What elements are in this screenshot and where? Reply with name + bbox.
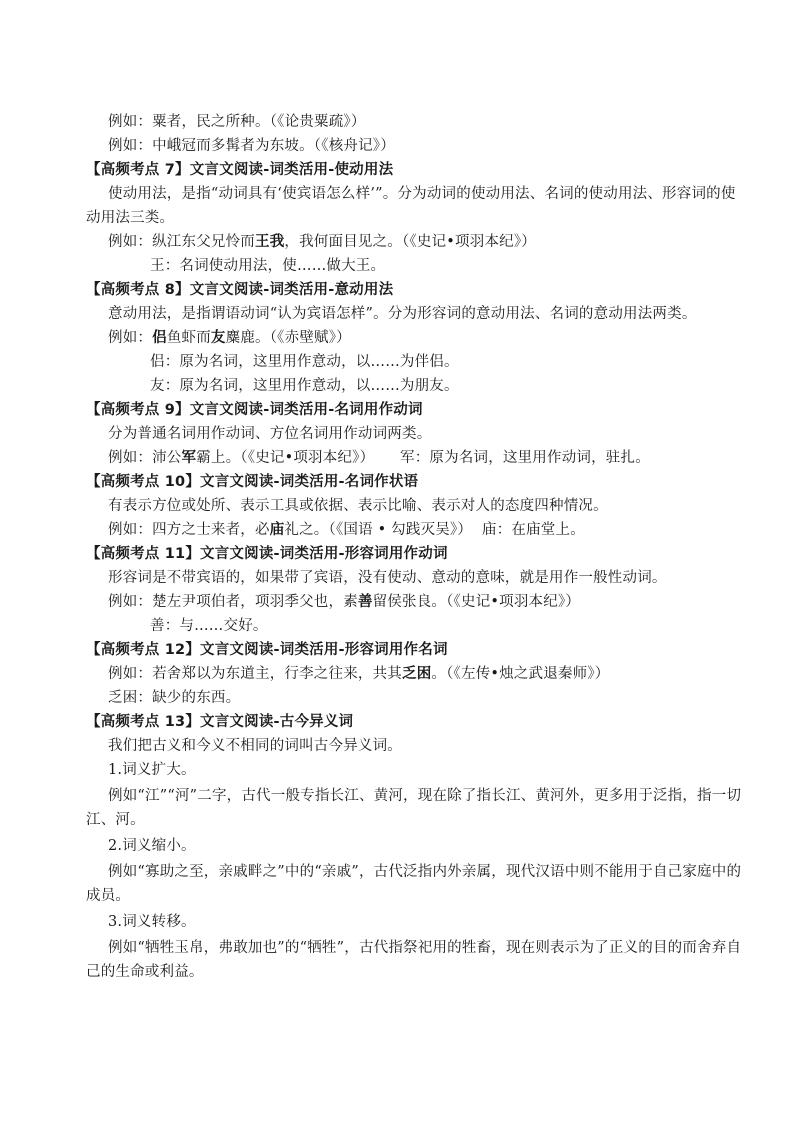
definition-text: 分为普通名词用作动词、方位名词用作动词两类。 bbox=[108, 426, 432, 442]
example-text-post: ，我何面目见之。（《史记•项羽本纪》） bbox=[284, 234, 537, 250]
example-text bbox=[108, 232, 536, 252]
highlighted-word: 友 bbox=[210, 330, 226, 346]
subheading-text: 3.词义转移。 bbox=[108, 914, 196, 930]
example-text-post: 。（《左传•烛之武退秦师》） bbox=[431, 666, 610, 682]
definition-text: 形容词是不带宾语的，如果带了宾语，没有使动、意动的意味，就是用作一般性动词。 bbox=[108, 570, 667, 586]
example-text-mid: 鱼虾而 bbox=[166, 330, 211, 346]
explanation-text: 友：原为名词，这里用作意动，以……为朋友。 bbox=[150, 378, 459, 394]
definition-text: 意动用法，是指谓语动词“认为宾语怎样”。分为形容词的意动用法、名词的意动用法两类。 bbox=[108, 306, 697, 322]
paragraph-text: 己的生命或利益。 bbox=[86, 964, 204, 980]
section-heading-12: 【高频考点 12】文言文阅读-词类活用-形容词用作名词 bbox=[86, 642, 448, 658]
highlighted-word: 乏困 bbox=[402, 666, 432, 682]
explanation-text: 乏困：缺少的东西。 bbox=[108, 690, 241, 706]
example-text-pre: 例如： bbox=[108, 330, 153, 346]
example-text-pre: 例如：纵江东父兄怜而 bbox=[108, 234, 255, 250]
example-text-pre: 例如：沛公 bbox=[108, 450, 182, 466]
section-heading-10: 【高频考点 10】文言文阅读-词类活用-名词作状语 bbox=[86, 474, 419, 490]
example-text: 例如：粟者，民之所种。（《论贵粟疏》） bbox=[108, 114, 366, 130]
subheading-text: 1.词义扩大。 bbox=[108, 762, 196, 778]
example-text bbox=[108, 520, 472, 540]
example-text bbox=[108, 592, 580, 612]
example-text-pre: 例如：若舍郑以为东道主，行李之往来，共其 bbox=[108, 666, 402, 682]
example-text bbox=[108, 664, 610, 684]
explanation-text: 军：原为名词，这里用作动词，驻扎。 bbox=[400, 450, 650, 466]
definition-text: 我们把古义和今义不相同的词叫古今异义词。 bbox=[108, 738, 402, 754]
subheading-text: 2.词义缩小。 bbox=[108, 838, 196, 854]
example-text-post: 留侯张良。（《史记•项羽本纪》） bbox=[372, 594, 581, 610]
example-text-post: 麋鹿。（《赤壁赋》） bbox=[225, 330, 351, 346]
definition-text: 动用法三类。 bbox=[86, 210, 175, 226]
section-heading-7: 【高频考点 7】文言文阅读-词类活用-使动用法 bbox=[86, 162, 394, 178]
example-text: 例如：中峨冠而多髯者为东坡。（《核舟记》） bbox=[108, 138, 395, 154]
explanation-text: 善：与……交好。 bbox=[150, 618, 268, 634]
example-text bbox=[108, 448, 374, 468]
section-heading-11: 【高频考点 11】文言文阅读-词类活用-形容词用作动词 bbox=[86, 546, 448, 562]
section-heading-8: 【高频考点 8】文言文阅读-词类活用-意动用法 bbox=[86, 282, 394, 298]
highlighted-word: 王我 bbox=[255, 234, 285, 250]
example-text-post: 礼之。（《国语 • 勾践灭吴》） bbox=[284, 522, 473, 538]
highlighted-word: 军 bbox=[181, 450, 197, 466]
highlighted-word: 侣 bbox=[152, 330, 167, 346]
highlighted-word: 善 bbox=[357, 594, 373, 610]
paragraph-text: 成员。 bbox=[86, 888, 131, 904]
explanation-text: 侣：原为名词，这里用作意动，以……为伴侣。 bbox=[150, 354, 459, 370]
example-text-post: 霸上。（《史记•项羽本纪》） bbox=[196, 450, 375, 466]
section-heading-13: 【高频考点 13】文言文阅读-古今异义词 bbox=[86, 714, 354, 730]
example-text bbox=[108, 328, 351, 348]
paragraph-text: 例如“江”“河”二字，古代一般专指长江、黄河，现在除了指长江、黄河外，更多用于泛指，指一切 bbox=[108, 788, 742, 804]
definition-text: 使动用法，是指“动词具有‘使宾语怎么样’”。分为动词的使动用法、名词的使动用法、形容词的使 bbox=[108, 186, 736, 202]
paragraph-text: 江、河。 bbox=[86, 812, 145, 828]
example-text-pre: 例如：楚左尹项伯者，项羽季父也，素 bbox=[108, 594, 358, 610]
highlighted-word: 庙 bbox=[269, 522, 285, 538]
explanation-text: 王：名词使动用法，使……做大王。 bbox=[150, 258, 386, 274]
example-text-pre: 例如：四方之士来者，必 bbox=[108, 522, 270, 538]
paragraph-text: 例如“寡助之至，亲戚畔之”中的“亲戚”，古代泛指内外亲属，现代汉语中则不能用于自己家庭中的 bbox=[108, 864, 742, 880]
section-heading-9: 【高频考点 9】文言文阅读-词类活用-名词用作动词 bbox=[86, 402, 423, 418]
definition-text: 有表示方位或处所、表示工具或依据、表示比喻、表示对人的态度四种情况。 bbox=[108, 498, 608, 514]
explanation-text: 庙：在庙堂上。 bbox=[482, 522, 585, 538]
paragraph-text: 例如“牺牲玉帛，弗敢加也”的“牺牲”，古代指祭祀用的牲畜，现在则表示为了正义的目的而舍弃自 bbox=[108, 940, 742, 956]
